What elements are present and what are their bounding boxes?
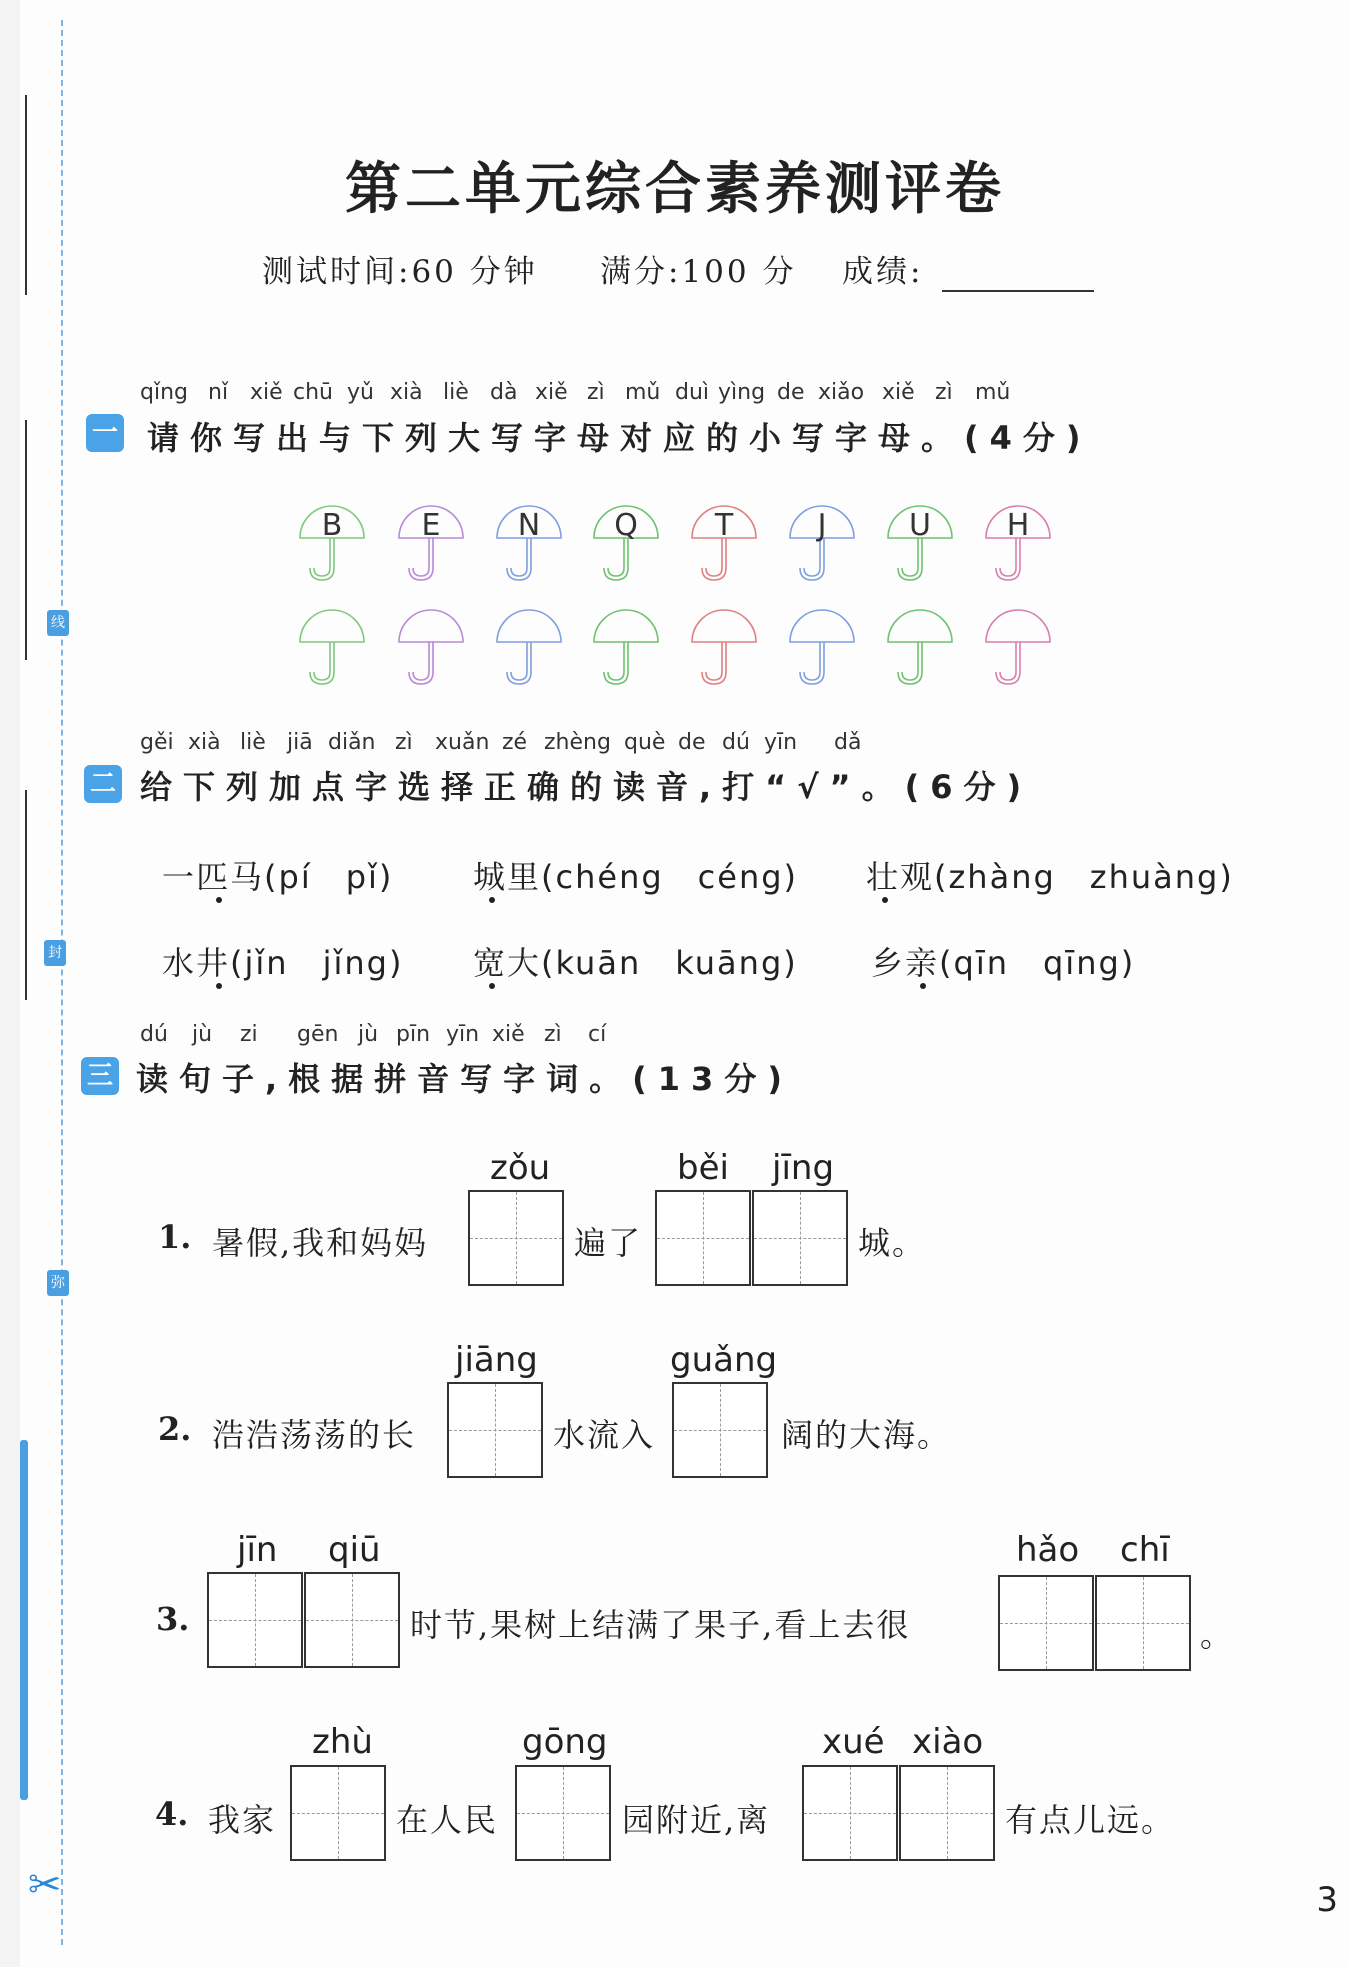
pinyin: mǔ <box>625 380 661 405</box>
umbrella-letter <box>396 502 466 582</box>
pinyin: zì <box>395 730 413 755</box>
pinyin: zì <box>587 380 605 405</box>
pinyin: de <box>678 730 706 755</box>
binding-line <box>25 790 27 1000</box>
emphasis-dot <box>882 897 888 903</box>
pinyin: xià <box>188 730 221 755</box>
s1-pinyin-2: běi <box>677 1148 729 1188</box>
side-mark-seal: 封 <box>44 940 66 966</box>
pinyin: dú <box>140 1022 168 1047</box>
s3-number: 3. <box>156 1600 190 1638</box>
pinyin: zhèng <box>544 730 611 755</box>
pinyin: yīn <box>764 730 798 755</box>
s1-text-b: 遍了 <box>574 1224 643 1262</box>
pinyin: yǔ <box>347 380 374 405</box>
writing-box[interactable] <box>1095 1575 1191 1671</box>
pinyin: zi <box>240 1022 258 1047</box>
word: 水井 <box>162 944 231 982</box>
pinyin: nǐ <box>208 380 229 405</box>
side-mark-close: 弥 <box>47 1270 69 1296</box>
options[interactable]: (pí pǐ) <box>264 858 394 896</box>
q2-item-4 <box>162 938 403 984</box>
pinyin: xiě <box>882 380 915 405</box>
pinyin: zì <box>544 1022 562 1047</box>
pinyin: yìng <box>718 380 766 405</box>
umbrella-letter: T <box>714 508 734 543</box>
umbrella-letter: H <box>1006 508 1030 543</box>
page-edge <box>0 0 20 1967</box>
pinyin: dú <box>722 730 750 755</box>
pinyin: què <box>624 730 666 755</box>
pinyin: diǎn <box>328 730 376 755</box>
umbrella-blank[interactable] <box>689 606 759 686</box>
umbrella-letter <box>983 502 1053 582</box>
s3-text-c: 。 <box>1200 1616 1235 1654</box>
q2-number: 二 <box>84 765 122 803</box>
emphasis-dot <box>216 897 222 903</box>
word: 壮观 <box>866 858 935 896</box>
side-mark-line: 线 <box>47 610 69 636</box>
pinyin: gěi <box>140 730 174 755</box>
pinyin: qǐng <box>140 380 188 405</box>
umbrella-letter <box>787 502 857 582</box>
q2-question: 给下列加点字选择正确的读音,打“√”。(6分) <box>140 768 1033 806</box>
score-blank[interactable] <box>942 290 1094 292</box>
emphasis-dot <box>489 983 495 989</box>
pinyin: jù <box>358 1022 379 1047</box>
umbrella-letter: Q <box>614 508 638 543</box>
word: 一匹马 <box>162 858 265 896</box>
umbrella-blank[interactable] <box>494 606 564 686</box>
pinyin: dǎ <box>834 730 862 755</box>
umbrella-blank[interactable] <box>983 606 1053 686</box>
q3-number: 三 <box>81 1057 119 1095</box>
writing-box[interactable] <box>998 1575 1094 1671</box>
scissors-icon: ✂ <box>28 1862 62 1908</box>
umbrella-letter: U <box>909 508 931 543</box>
s4-text-a: 我家 <box>208 1801 277 1839</box>
q2-item-6 <box>871 938 1135 984</box>
writing-box[interactable] <box>655 1190 751 1286</box>
pinyin: xià <box>390 380 423 405</box>
pinyin: cí <box>588 1022 607 1047</box>
q2-item-2 <box>473 852 798 898</box>
word: 城里 <box>473 858 542 896</box>
q1-question: 请你写出与下列大写字母对应的小写字母。(4分) <box>147 419 1092 457</box>
s1-pinyin-3: jīng <box>772 1148 835 1188</box>
s1-text-a: 暑假,我和妈妈 <box>212 1224 429 1262</box>
writing-box[interactable] <box>752 1190 848 1286</box>
s4-pinyin-4: xiào <box>912 1722 984 1762</box>
writing-box[interactable] <box>672 1382 768 1478</box>
q2-item-1 <box>162 852 393 898</box>
s3-pinyin-4: chī <box>1120 1530 1170 1570</box>
s3-text-a: 时节,果树上结满了果子,看上去很 <box>410 1606 911 1644</box>
options[interactable]: (zhàng zhuàng) <box>934 858 1234 896</box>
s1-pinyin-1: zǒu <box>490 1148 551 1188</box>
umbrella-letter <box>494 502 564 582</box>
s4-pinyin-2: gōng <box>522 1722 608 1762</box>
s2-text-b: 水流入 <box>553 1416 656 1454</box>
umbrella-blank[interactable] <box>396 606 466 686</box>
umbrella-letter: E <box>421 508 441 543</box>
pinyin: zé <box>502 730 528 755</box>
test-time: 测试时间:60 分钟 <box>262 254 538 290</box>
s2-pinyin-1: jiāng <box>455 1340 538 1380</box>
s2-number: 2. <box>158 1410 192 1448</box>
s4-text-c: 园附近,离 <box>622 1801 771 1839</box>
writing-box[interactable] <box>447 1382 543 1478</box>
umbrella-letter <box>297 502 367 582</box>
full-score: 满分:100 分 <box>600 254 797 290</box>
s2-pinyin-2: guǎng <box>670 1340 778 1380</box>
binding-line <box>25 420 27 660</box>
pinyin: jù <box>192 1022 213 1047</box>
writing-box[interactable] <box>468 1190 564 1286</box>
s4-pinyin-3: xué <box>822 1722 885 1762</box>
score-label: 成绩: <box>842 254 924 290</box>
pinyin: jiā <box>287 730 313 755</box>
s4-pinyin-1: zhù <box>312 1722 373 1762</box>
umbrella-blank[interactable] <box>885 606 955 686</box>
q2-item-3 <box>866 852 1234 898</box>
umbrella-letter <box>591 502 661 582</box>
options[interactable]: (kuān kuāng) <box>541 944 798 982</box>
options[interactable]: (qīn qīng) <box>939 944 1136 982</box>
umbrella-letter: B <box>321 508 343 543</box>
umbrella-letter <box>689 502 759 582</box>
pinyin: liè <box>443 380 469 405</box>
options[interactable]: (chéng céng) <box>541 858 799 896</box>
emphasis-dot <box>920 983 926 989</box>
s4-text-b: 在人民 <box>396 1801 499 1839</box>
writing-box[interactable] <box>304 1572 400 1668</box>
q2-item-5 <box>473 938 798 984</box>
side-accent-bar <box>20 1440 28 1800</box>
writing-box[interactable] <box>207 1572 303 1668</box>
umbrella-blank[interactable] <box>591 606 661 686</box>
cut-line <box>61 20 63 1945</box>
pinyin: yīn <box>446 1022 480 1047</box>
writing-box[interactable] <box>515 1765 611 1861</box>
word: 乡亲 <box>871 944 940 982</box>
s1-number: 1. <box>158 1218 192 1256</box>
writing-box[interactable] <box>802 1765 898 1861</box>
s3-pinyin-3: hǎo <box>1016 1530 1080 1570</box>
s3-pinyin-2: qiū <box>328 1530 381 1570</box>
umbrella-blank[interactable] <box>297 606 367 686</box>
q1-number: 一 <box>86 414 124 452</box>
pinyin: pīn <box>396 1022 431 1047</box>
pinyin: duì <box>675 380 710 405</box>
pinyin: chū <box>293 380 333 405</box>
s4-number: 4. <box>155 1795 189 1833</box>
pinyin: mǔ <box>975 380 1011 405</box>
page-number: 3 <box>1316 1880 1338 1920</box>
pinyin: dà <box>490 380 518 405</box>
s3-pinyin-1: jīn <box>237 1530 278 1570</box>
s4-text-d: 有点儿远。 <box>1005 1801 1176 1839</box>
writing-box[interactable] <box>290 1765 386 1861</box>
pinyin: gēn <box>297 1022 339 1047</box>
q3-question: 读句子,根据拼音写字词。(13分) <box>136 1060 793 1098</box>
page-title: 第二单元综合素养测评卷 <box>345 157 1005 222</box>
writing-box[interactable] <box>899 1765 995 1861</box>
pinyin: xiě <box>535 380 568 405</box>
s2-text-a: 浩浩荡荡的长 <box>212 1416 417 1454</box>
pinyin: zì <box>935 380 953 405</box>
options[interactable]: (jǐn jǐng) <box>230 944 404 982</box>
umbrella-letter: N <box>517 508 541 543</box>
umbrella-blank[interactable] <box>787 606 857 686</box>
pinyin: xiǎo <box>818 380 865 405</box>
pinyin: de <box>777 380 805 405</box>
emphasis-dot <box>489 897 495 903</box>
s1-text-c: 城。 <box>858 1224 927 1262</box>
umbrella-letter <box>885 502 955 582</box>
umbrella-letter: J <box>817 508 827 543</box>
s2-text-c: 阔的大海。 <box>781 1416 952 1454</box>
pinyin: xiě <box>250 380 283 405</box>
pinyin: xiě <box>492 1022 525 1047</box>
emphasis-dot <box>216 983 222 989</box>
word: 宽大 <box>473 944 542 982</box>
pinyin: xuǎn <box>435 730 490 755</box>
pinyin: liè <box>240 730 266 755</box>
